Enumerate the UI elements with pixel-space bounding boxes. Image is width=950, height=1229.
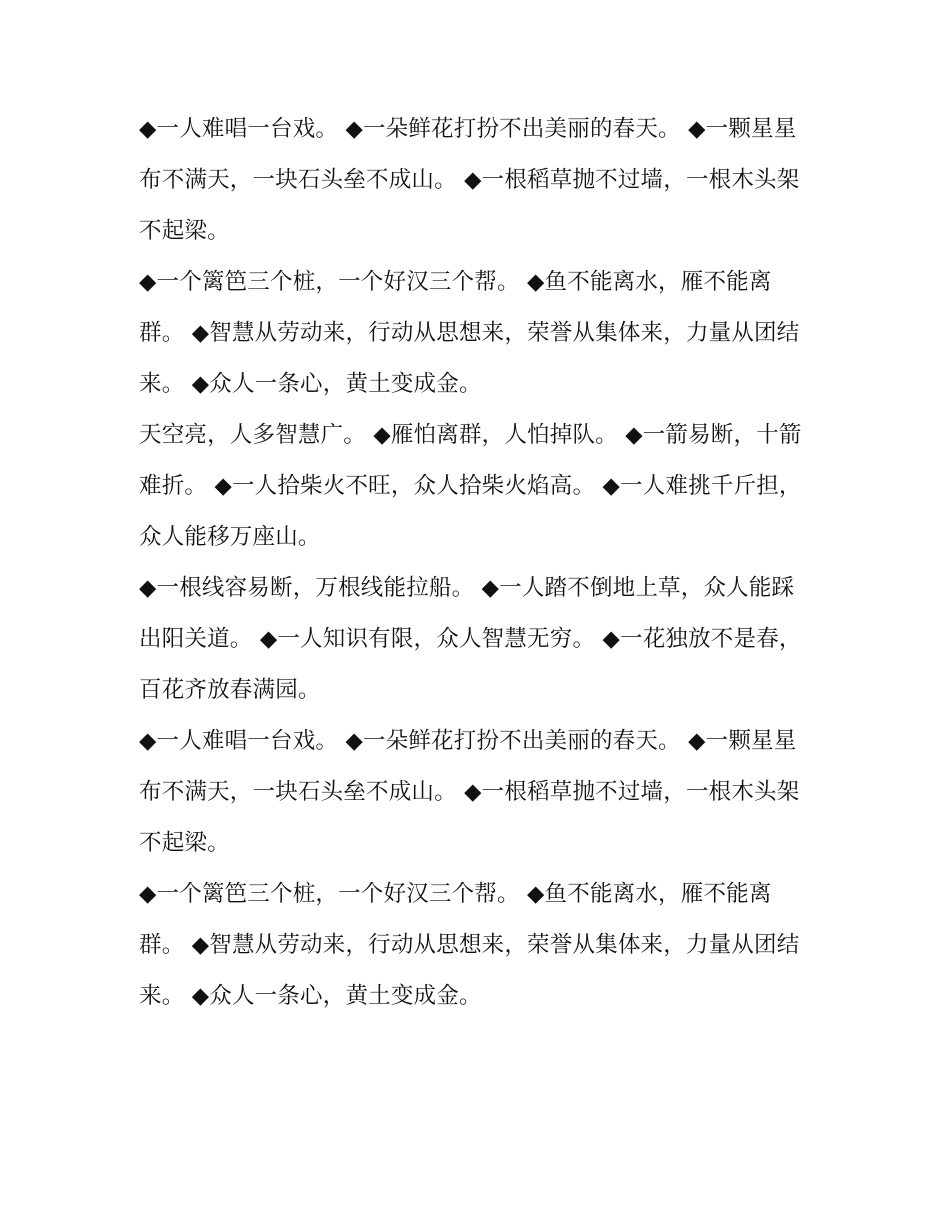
paragraph: ◆一个篱笆三个桩，一个好汉三个帮。 ◆鱼不能离水，雁不能离群。 ◆智慧从劳动来，行动从思想来，荣誉从集体来，力量从团结来。 ◆众人一条心，黄土变成金。 <box>139 269 800 397</box>
paragraph: 天空亮，人多智慧广。 ◆雁怕离群，人怕掉队。 ◆一箭易断，十箭难折。 ◆一人拾柴火不旺，众人拾柴火焰高。 ◆一人难挑千斤担，众人能移万座山。 <box>139 422 802 550</box>
paragraph: ◆一人难唱一台戏。 ◆一朵鲜花打扮不出美丽的春天。 ◆一颗星星布不满天，一块石头垒不成山。 ◆一根稻草抛不过墙，一根木头架不起梁。 <box>139 116 800 244</box>
paragraph: ◆一个篱笆三个桩，一个好汉三个帮。 ◆鱼不能离水，雁不能离群。 ◆智慧从劳动来，行动从思想来，荣誉从集体来，力量从团结来。 ◆众人一条心，黄土变成金。 <box>139 881 800 1009</box>
paragraph: ◆一人难唱一台戏。 ◆一朵鲜花打扮不出美丽的春天。 ◆一颗星星布不满天，一块石头垒不成山。 ◆一根稻草抛不过墙，一根木头架不起梁。 <box>139 728 800 856</box>
document-body <box>139 104 811 1022</box>
paragraph: ◆一根线容易断，万根线能拉船。 ◆一人踏不倒地上草，众人能踩出阳关道。 ◆一人知识有限，众人智慧无穷。 ◆一花独放不是春，百花齐放春满园。 <box>139 575 802 703</box>
